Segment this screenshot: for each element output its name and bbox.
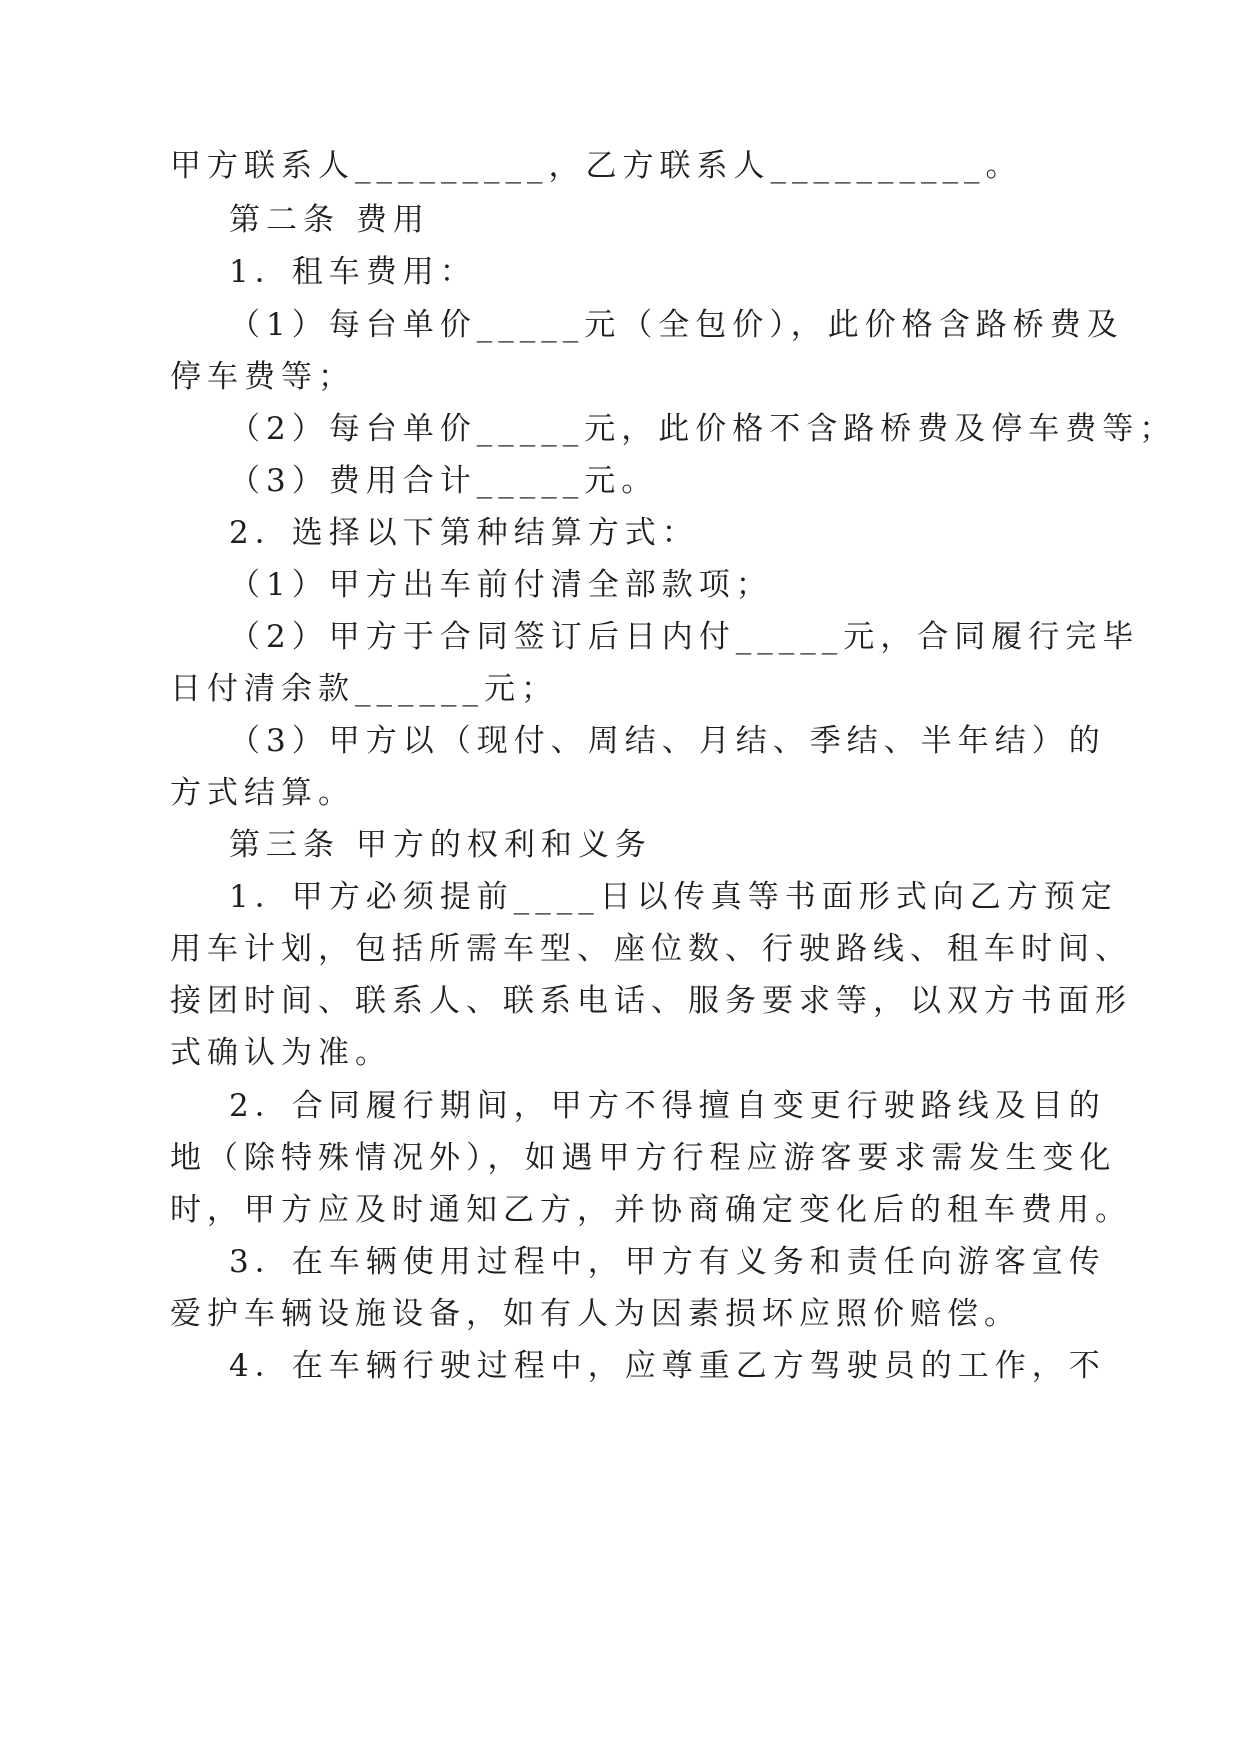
clause-rental-fee: 1．租车费用：: [229, 254, 477, 290]
article-2-heading: 第二条 费用: [229, 202, 430, 238]
contact-persons-line: 甲方联系人_________，乙方联系人__________。: [170, 148, 1023, 184]
clause-booking-cont-2: 接团时间、联系人、联系电话、服务要求等，以双方书面形: [170, 983, 1132, 1019]
clause-route-change-cont-2: 时，甲方应及时通知乙方，并协商确定变化后的租车费用。: [170, 1192, 1132, 1228]
clause-vehicle-care: 3．在车辆使用过程中，甲方有义务和责任向游客宣传: [229, 1244, 1106, 1280]
clause-pay-periodic: （3）甲方以（现付、周结、月结、季结、半年结）的: [229, 723, 1106, 759]
article-3-heading: 第三条 甲方的权利和义务: [229, 827, 652, 863]
clause-respect-driver: 4．在车辆行驶过程中，应尊重乙方驾驶员的工作，不: [229, 1348, 1106, 1384]
clause-price-exclusive: （2）每台单价_____元，此价格不含路桥费及停车费等；: [229, 411, 1177, 447]
clause-route-change: 2．合同履行期间，甲方不得擅自变更行驶路线及目的: [229, 1088, 1106, 1124]
clause-pay-periodic-cont: 方式结算。: [170, 775, 355, 811]
clause-vehicle-care-cont: 爱护车辆设施设备，如有人为因素损坏应照价赔偿。: [170, 1296, 1021, 1332]
clause-price-inclusive-cont: 停车费等；: [170, 359, 355, 395]
clause-total-fee: （3）费用合计_____元。: [229, 463, 659, 499]
clause-pay-before: （1）甲方出车前付清全部款项；: [229, 567, 773, 603]
clause-price-inclusive: （1）每台单价_____元（全包价），此价格含路桥费及: [229, 307, 1124, 343]
clause-route-change-cont-1: 地（除特殊情况外），如遇甲方行程应游客要求需发生变化: [170, 1140, 1117, 1176]
clause-pay-installments: （2）甲方于合同签订后日内付_____元，合同履行完毕: [229, 619, 1140, 655]
clause-pay-installments-cont: 日付清余款______元；: [170, 671, 558, 707]
clause-booking: 1．甲方必须提前____日以传真等书面形式向乙方预定: [229, 879, 1118, 915]
clause-booking-cont-1: 用车计划，包括所需车型、座位数、行驶路线、租车时间、: [170, 931, 1132, 967]
clause-settlement-method: 2．选择以下第种结算方式：: [229, 515, 699, 551]
clause-booking-cont-3: 式确认为准。: [170, 1035, 392, 1071]
